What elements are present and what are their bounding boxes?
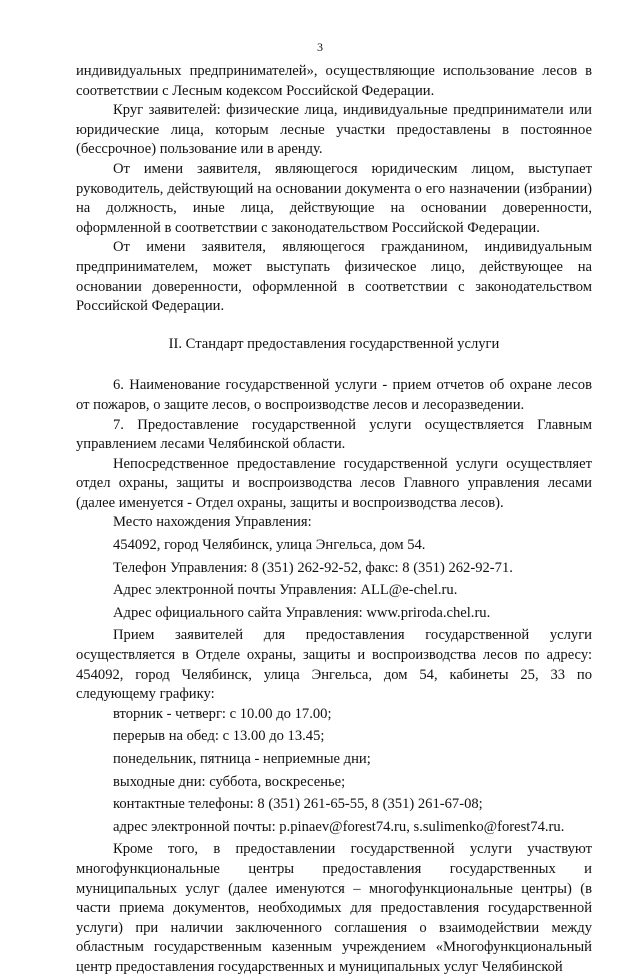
- address-line: 454092, город Челябинск, улица Энгельса, дом 54.: [113, 537, 426, 554]
- phone-line: Телефон Управления: 8 (351) 262-92-52, факс: 8 (351) 262-92-71.: [113, 559, 513, 576]
- location-label: Место нахождения Управления:: [113, 514, 312, 531]
- schedule-item: понедельник, пятница - неприемные дни;: [113, 751, 371, 767]
- schedule-item: перерыв на обед: с 13.00 до 13.45;: [113, 728, 325, 745]
- paragraph-item-6: 6. Наименование государственной услуги - прием отчетов об охране лесов от пожаров, о защите лесов, о воспроизводстве лесов и лесоразведении.: [76, 377, 592, 413]
- page-number: 3: [317, 40, 323, 54]
- email-line: Адрес электронной почты Управления: ALL@e-chel.ru.: [113, 582, 458, 599]
- schedule-item: выходные дни: суббота, воскресенье;: [113, 773, 346, 790]
- paragraph-item-7: 7. Предоставление государственной услуги осуществляется Главным управлением лесами Челябинской области.: [76, 416, 592, 453]
- website-line: Адрес официального сайта Управления: www.priroda.chel.ru.: [113, 604, 491, 621]
- schedule-item: контактные телефоны: 8 (351) 261-65-55, 8 (351) 261-67-08;: [113, 796, 483, 813]
- paragraph-mfc: Кроме того, в предоставлении государственной услуги участвуют многофункциональные центры предоставления государственных и муниципальных услуг (далее именуются – многофункциональные центры) (в части приема документов, необходимых для предоставления государственной услуги) при наличии заключенного соглашения о взаимодействии между областным государственным казенным учреждением «Многофункциональный центр предоставления государственных и муниципальных услуг Челябинской: [76, 841, 592, 975]
- document-body: [76, 62, 592, 978]
- paragraph-individual: От имени заявителя, являющегося гражданином, индивидуальным предпринимателем, может выступать физическое лицо, действующее на основании доверенности, оформленной в соответствии с законодательством Российской Федерации.: [76, 239, 592, 315]
- section-heading: II. Стандарт предоставления государственной услуги: [168, 335, 500, 352]
- schedule-item: адрес электронной почты: p.pinaev@forest74.ru, s.sulimenko@forest74.ru.: [113, 818, 565, 835]
- paragraph-legal-entity: От имени заявителя, являющегося юридическим лицом, выступает руководитель, действующий на основании документа о его назначении (избрании) на должность, иные лица, действующие на основании доверенности, оформленной в соответствии с законодательством Российской Федерации.: [76, 160, 592, 236]
- paragraph-reception: Прием заявителей для предоставления государственной услуги осуществляется в Отделе охраны, защиты и воспроизводства лесов по адресу: 454092, город Челябинск, улица Энгельса, дом 54, кабинеты 25, 33 по следующему графику:: [76, 627, 592, 703]
- paragraph-department: Непосредственное предоставление государственной услуги осуществляет отдел охраны, защиты и воспроизводства лесов Главного управления лесами (далее именуется - Отдел охраны, защиты и воспроизводства лесов).: [76, 455, 592, 511]
- schedule-item: вторник - четверг: с 10.00 до 17.00;: [113, 705, 332, 722]
- paragraph-line: соответствии с Лесным кодексом Российской Федерации.: [76, 82, 435, 99]
- paragraph-applicants: Круг заявителей: физические лица, индивидуальные предприниматели или юридические лица, которым лесные участки предоставлены в постоянное (бессрочное) пользование или в аренду.: [76, 102, 592, 158]
- paragraph-line: индивидуальных предпринимателей», осуществляющие использование лесов в: [76, 63, 592, 79]
